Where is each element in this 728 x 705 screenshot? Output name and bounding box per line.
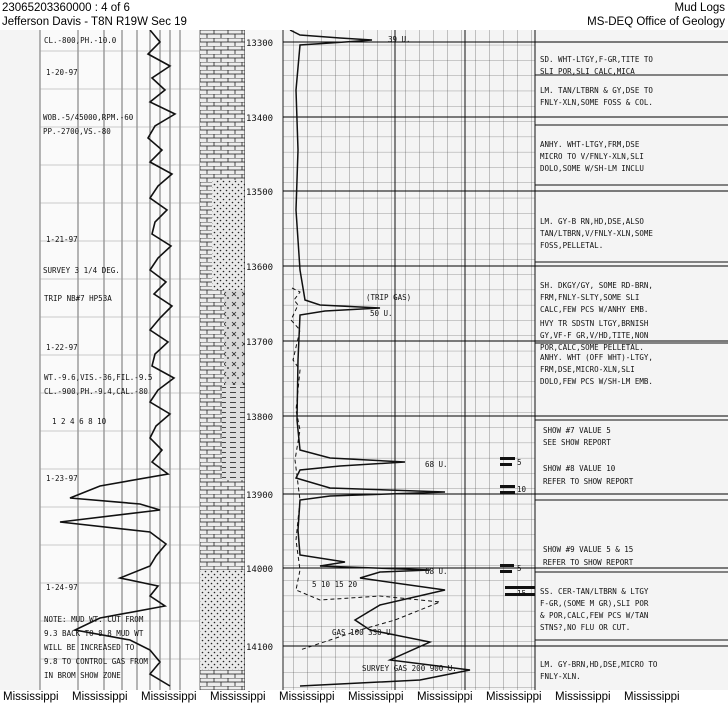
well-location: Jefferson Davis - T8N R19W Sec 19 bbox=[2, 16, 187, 28]
desc-sdstn-1: HVY TR SDSTN LTGY,BRNISH bbox=[540, 319, 649, 328]
desc-anhy2-1: ANHY. WHT (OFF WHT)-LTGY, bbox=[540, 353, 653, 362]
note-mud-cut-2: 9.3 BACK TO 8.8 MUD WT bbox=[44, 629, 144, 638]
desc-ss-1: SS. CER-TAN/LTBRN & LTGY bbox=[540, 587, 649, 596]
gas-label-68-a: 68 U. bbox=[425, 460, 448, 469]
desc-show8-1: SHOW #8 VALUE 10 bbox=[543, 464, 616, 473]
lithology-descriptions bbox=[540, 55, 658, 681]
desc-lm2-3: FOSS,PELLETAL. bbox=[540, 241, 604, 250]
footer-label: Mississippi bbox=[210, 691, 266, 703]
desc-lm3-1: LM. GY-BRN,HD,DSE,MICRO TO bbox=[540, 660, 658, 669]
note-mud-cut-5: IN BROM SHOW ZONE bbox=[44, 671, 121, 680]
desc-anhy-3: DOLO,SOME W/SH-LM INCLU bbox=[540, 164, 644, 173]
desc-lm3-2: FNLY-XLN. bbox=[540, 672, 581, 681]
desc-show9-2: REFER TO SHOW REPORT bbox=[543, 558, 634, 567]
footer-label: Mississippi bbox=[279, 691, 335, 703]
desc-lime-2: FNLY-XLN,SOME FOSS & COL. bbox=[540, 98, 653, 107]
desc-sand-2: SLI POR,SLI CALC,MICA bbox=[540, 67, 635, 76]
depth-column bbox=[245, 30, 283, 690]
agency-name: MS-DEQ Office of Geology bbox=[587, 16, 725, 28]
desc-anhy2-2: FRM,DSE,MICRO-XLN,SLI bbox=[540, 365, 635, 374]
depth-13800: 13800 bbox=[246, 413, 274, 423]
lithology-sand bbox=[212, 180, 245, 290]
note-survey: SURVEY 3 1/4 DEG. bbox=[43, 266, 120, 275]
note-mud-weight: WT.-9.6,VIS.-36,FIL.-9.5 bbox=[44, 373, 153, 382]
show-value-5-b: 5 bbox=[517, 564, 522, 573]
desc-show7-1: SHOW #7 VALUE 5 bbox=[543, 426, 611, 435]
depth-13500: 13500 bbox=[246, 188, 274, 198]
note-mud-cut-1: NOTE: MUD WT. CUT FROM bbox=[44, 615, 144, 624]
show-value-5-a: 5 bbox=[517, 458, 522, 467]
show-value-15: 15 bbox=[517, 589, 527, 598]
depth-13400: 13400 bbox=[246, 114, 274, 124]
desc-anhy-1: ANHY. WHT-LTGY,FRM,DSE bbox=[540, 140, 640, 149]
desc-sdstn-2: GY,VF-F GR,V/HD,TITE,NON bbox=[540, 331, 649, 340]
desc-anhy2-3: DOLO,FEW PCS W/SH-LM EMB. bbox=[540, 377, 653, 386]
desc-lime-1: LM. TAN/LTBRN & GY,DSE TO bbox=[540, 86, 653, 95]
desc-show9-1: SHOW #9 VALUE 5 & 15 bbox=[543, 545, 634, 554]
depth-14100: 14100 bbox=[246, 643, 274, 653]
desc-ss-2: F-GR,(SOME M GR),SLI POR bbox=[540, 599, 649, 608]
drill-rate-scale: 1 2 4 6 8 10 bbox=[52, 417, 107, 426]
footer-label: Mississippi bbox=[486, 691, 542, 703]
gas-track-grid bbox=[283, 30, 535, 690]
footer-label: Mississippi bbox=[555, 691, 611, 703]
note-date-4: 1-23-97 bbox=[46, 474, 78, 483]
lithology-sandstone bbox=[200, 570, 245, 670]
footer-label: Mississippi bbox=[141, 691, 197, 703]
desc-ss-4: STNS?,NO FLU OR CUT. bbox=[540, 623, 631, 632]
depth-13600: 13600 bbox=[246, 263, 274, 273]
desc-show8-2: REFER TO SHOW REPORT bbox=[543, 477, 634, 486]
footer-label: Mississippi bbox=[624, 691, 680, 703]
footer-label: Mississippi bbox=[3, 691, 59, 703]
footer-state-labels bbox=[0, 691, 728, 705]
note-mud-chem-1: CL.-800,PH.-10.0 bbox=[44, 36, 117, 45]
gas-label-330: GAS 100 330 U. bbox=[332, 628, 396, 637]
desc-ss-3: & POR,CALC,FEW PCS W/TAN bbox=[540, 611, 649, 620]
depth-13900: 13900 bbox=[246, 491, 274, 501]
depth-14000: 14000 bbox=[246, 565, 274, 575]
desc-lm2-1: LM. GY-B RN,HD,DSE,ALSO bbox=[540, 217, 644, 226]
gas-label-900: SURVEY GAS 200 900 U. bbox=[362, 664, 457, 673]
desc-lm2-2: TAN/LTBRN,V/FNLY-XLN,SOME bbox=[540, 229, 653, 238]
footer-label: Mississippi bbox=[348, 691, 404, 703]
gas-label-39: 39 U. bbox=[388, 35, 411, 44]
well-id: 23065203360000 : 4 of 6 bbox=[2, 2, 130, 14]
gas-label-trip: (TRIP GAS) bbox=[366, 293, 412, 302]
footer-label: Mississippi bbox=[417, 691, 473, 703]
desc-anhy-2: MICRO TO V/FNLY-XLN,SLI bbox=[540, 152, 644, 161]
desc-sdstn-3: POR,CALC,SOME PELLETAL. bbox=[540, 343, 644, 352]
note-trip: TRIP NB#7 HP53A bbox=[44, 294, 112, 303]
note-date-5: 1-24-97 bbox=[46, 583, 78, 592]
note-pump-pressure: PP.-2700,VS.-80 bbox=[43, 127, 111, 136]
document-type: Mud Logs bbox=[674, 2, 725, 14]
note-mud-cut-4: 9.8 TO CONTROL GAS FROM bbox=[44, 657, 148, 666]
note-wob: WOB.-5/45000,RPM.-60 bbox=[43, 113, 134, 122]
footer-label: Mississippi bbox=[72, 691, 128, 703]
gas-scale: 5 10 15 20 bbox=[312, 580, 358, 589]
desc-shale-2: FRM,FNLY-SLTY,SOME SLI bbox=[540, 293, 640, 302]
gas-label-68-b: 68 U. bbox=[425, 567, 448, 576]
note-date-3: 1-22-97 bbox=[46, 343, 78, 352]
gas-label-50: 50 U. bbox=[370, 309, 393, 318]
desc-shale-1: SH. DKGY/GY, SOME RD-BRN, bbox=[540, 281, 653, 290]
note-date-1: 1-20-97 bbox=[46, 68, 78, 77]
depth-13700: 13700 bbox=[246, 338, 274, 348]
note-mud-chem-2: CL.-900,PH.-9.4,CAL.-80 bbox=[44, 387, 148, 396]
lithology-anhydrite bbox=[224, 290, 245, 385]
note-date-2: 1-21-97 bbox=[46, 235, 78, 244]
desc-show7-2: SEE SHOW REPORT bbox=[543, 438, 611, 447]
lithology-shale bbox=[222, 385, 245, 480]
desc-sand-1: SD. WHT-LTGY,F-GR,TITE TO bbox=[540, 55, 653, 64]
mud-log-sheet bbox=[0, 30, 728, 690]
note-mud-cut-3: WILL BE INCREASED TO bbox=[44, 643, 135, 652]
desc-shale-3: CALC,FEW PCS W/ANHY EMB. bbox=[540, 305, 649, 314]
show-value-10: 10 bbox=[517, 485, 527, 494]
depth-13300: 13300 bbox=[246, 39, 274, 49]
